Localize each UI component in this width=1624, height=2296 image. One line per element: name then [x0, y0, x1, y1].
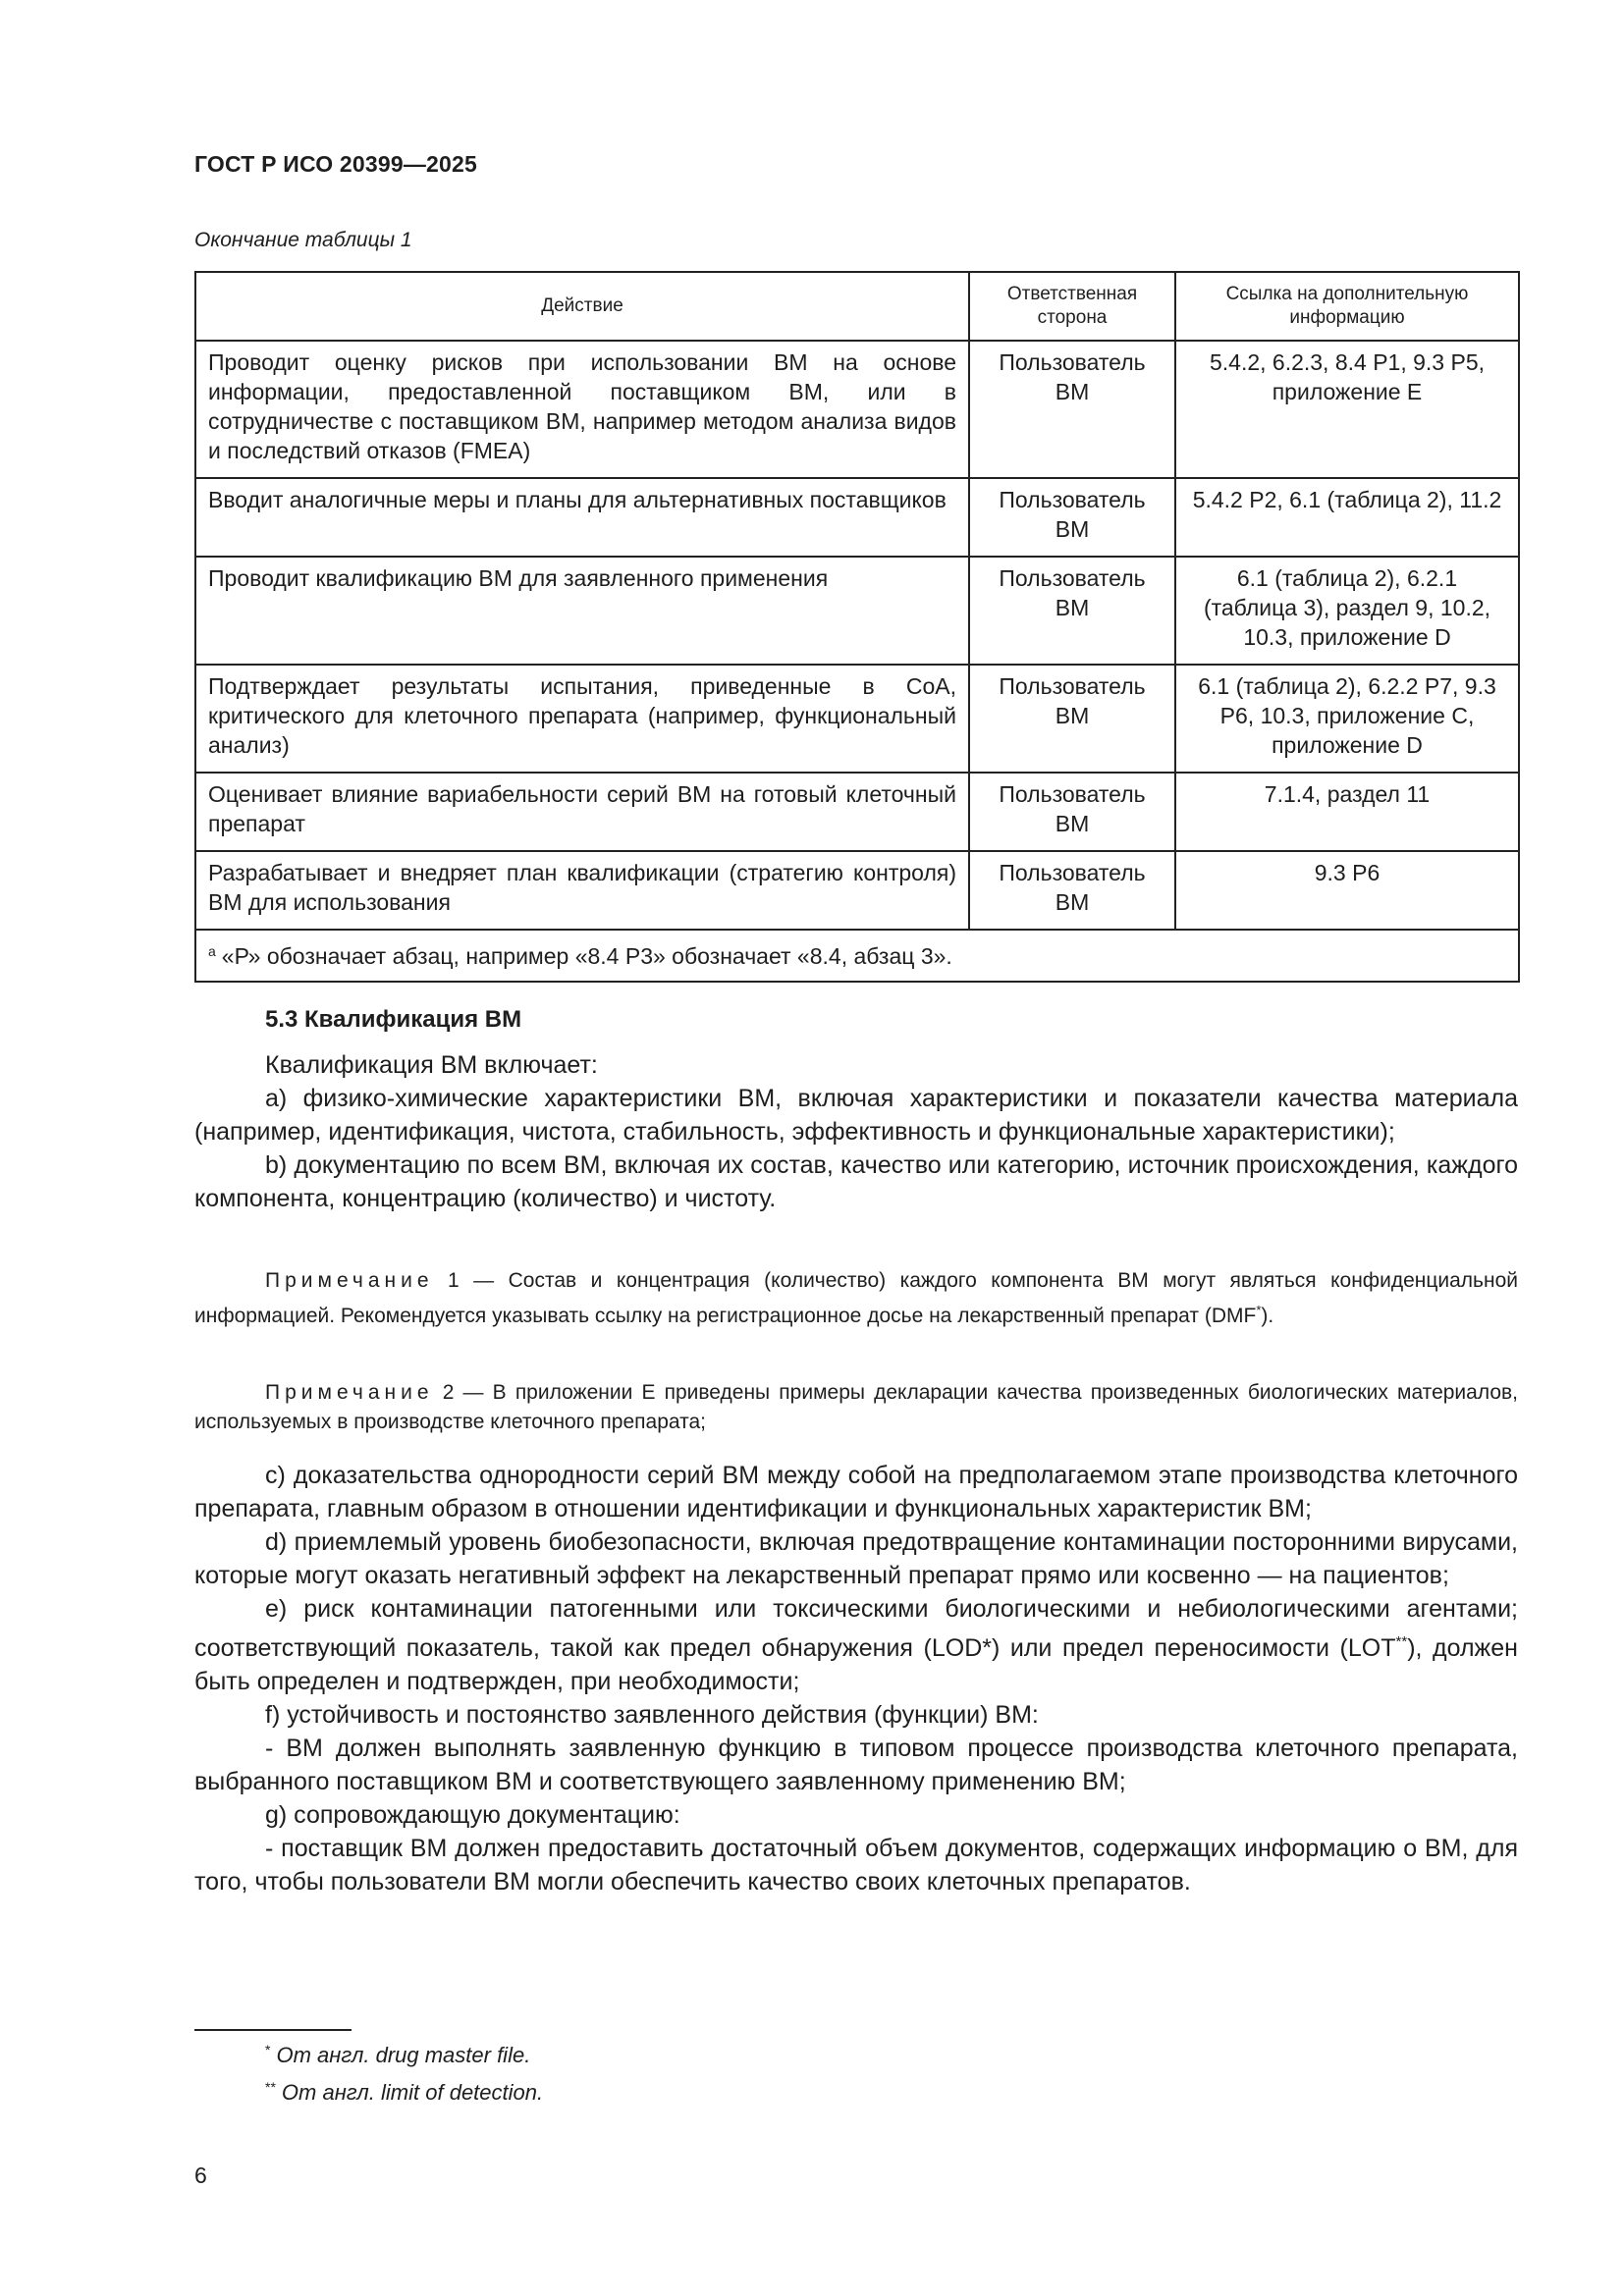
section-title: 5.3 Квалификация ВМ	[265, 1006, 522, 1033]
page-footnote-2	[265, 2079, 543, 2106]
table-footnote-row	[195, 930, 1519, 982]
cell-party: Пользователь ВМ	[969, 478, 1175, 557]
page-number: 6	[194, 2163, 207, 2188]
footnote-text: «Р» обозначает абзац, например «8.4 Р3» обозначает «8.4, абзац 3».	[221, 943, 952, 969]
note-text: 2 — В приложении Е приведены примеры декларации качества произведенных биологических материалов, используемых в производстве клеточного препарата;	[194, 1381, 1518, 1433]
cell-party: Пользователь ВМ	[969, 341, 1175, 478]
cell-reference: 6.1 (таблица 2), 6.2.1 (таблица 3), раздел 9, 10.2, 10.3, приложение D	[1175, 557, 1519, 665]
footnote-mark: *	[265, 2042, 271, 2057]
table-row	[195, 341, 1519, 478]
section-body-part1	[194, 1048, 1518, 1215]
footnote-text: От англ. limit of detection.	[281, 2080, 544, 2105]
cell-action: Оценивает влияние вариабельности серий ВМ на готовый клеточный препарат	[195, 773, 969, 851]
footnote-text: От англ. drug master file.	[276, 2043, 531, 2067]
cell-party: Пользователь ВМ	[969, 557, 1175, 665]
cell-action: Вводит аналогичные меры и планы для альтернативных поставщиков	[195, 478, 969, 557]
column-header-action: Действие	[195, 272, 969, 341]
table-footnote	[195, 930, 1519, 982]
list-item-e-mark: **	[1395, 1633, 1408, 1650]
footnote-mark: **	[265, 2079, 276, 2095]
note-footnote-mark: *	[1256, 1303, 1262, 1317]
list-item-g: g) сопровождающую документацию:	[265, 1801, 680, 1829]
cell-reference: 9.3 Р6	[1175, 851, 1519, 930]
footnote-mark: а	[208, 943, 216, 959]
cell-party: Пользователь ВМ	[969, 665, 1175, 773]
cell-reference: 5.4.2 Р2, 6.1 (таблица 2), 11.2	[1175, 478, 1519, 557]
column-header-party: Ответственная сторона	[969, 272, 1175, 341]
list-item-c: с) доказательства однородности серий ВМ между собой на предполагаемом этапе производства клеточного препарата, главным образом в отношении идентификации и функциональных характеристик ВМ;	[194, 1462, 1518, 1522]
cell-party: Пользователь ВМ	[969, 773, 1175, 851]
cell-action: Проводит оценку рисков при использовании ВМ на основе информации, предоставленной поставщиком ВМ, или в сотрудничестве с поставщиком ВМ, например методом анализа видов и последствий отказов (FMEA)	[195, 341, 969, 478]
table-row	[195, 478, 1519, 557]
cell-reference: 7.1.4, раздел 11	[1175, 773, 1519, 851]
table-row	[195, 665, 1519, 773]
note-text: 1 — Состав и концентрация (количество) каждого компонента ВМ могут являться конфиденциальной информацией. Рекомендуется указывать ссылку на регистрационное досье на лекарственный препарат (DMF	[194, 1269, 1518, 1327]
column-header-reference: Ссылка на дополнительную информацию	[1175, 272, 1519, 341]
paragraph-intro: Квалификация ВМ включает:	[265, 1051, 598, 1079]
note-2	[194, 1378, 1518, 1437]
note-text-end: ).	[1261, 1305, 1274, 1327]
note-1	[194, 1266, 1518, 1331]
section-body-part2	[194, 1459, 1518, 1898]
page-footnote-1	[265, 2042, 530, 2068]
list-item-g-dash: - поставщик ВМ должен предоставить достаточный объем документов, содержащих информацию о ВМ, для того, чтобы пользователи ВМ могли обеспечить качество своих клеточных препаратов.	[194, 1835, 1518, 1896]
footnote-divider	[194, 2029, 352, 2031]
list-item-e	[194, 1592, 1518, 1698]
note-label: Примечание	[265, 1381, 434, 1404]
cell-action: Проводит квалификацию ВМ для заявленного применения	[195, 557, 969, 665]
cell-party: Пользователь ВМ	[969, 851, 1175, 930]
list-item-f-dash: - ВМ должен выполнять заявленную функцию в типовом процессе производства клеточного препарата, выбранного поставщиком ВМ и соответствующего заявленному применению ВМ;	[194, 1735, 1518, 1795]
list-item-d: d) приемлемый уровень биобезопасности, включая предотвращение контаминации посторонними вирусами, которые могут оказать негативный эффект на лекарственный препарат прямо или косвенно — на пациентов;	[194, 1528, 1518, 1589]
table-row	[195, 557, 1519, 665]
list-item-a: а) физико-химические характеристики ВМ, включая характеристики и показатели качества материала (например, идентификация, чистота, стабильность, эффективность и функциональные характеристики);	[194, 1085, 1518, 1146]
table-header-row	[195, 272, 1519, 341]
list-item-e-text-end: ), должен быть определен и подтвержден, при необходимости;	[194, 1634, 1518, 1695]
table-row	[195, 851, 1519, 930]
table-caption: Окончание таблицы 1	[194, 229, 412, 251]
list-item-f: f) устойчивость и постоянство заявленного действия (функции) ВМ:	[265, 1701, 1039, 1729]
list-item-e-text: е) риск контаминации патогенными или токсическими биологическими и небиологическими агентами; соответствующий показатель, такой как предел обнаружения (LOD*) или предел переносимости (LOT	[194, 1595, 1518, 1662]
cell-action: Подтверждает результаты испытания, приведенные в СоА, критического для клеточного препарата (например, функциональный анализ)	[195, 665, 969, 773]
list-item-b: b) документацию по всем ВМ, включая их состав, качество или категорию, источник происхождения, каждого компонента, концентрацию (количество) и чистоту.	[194, 1151, 1518, 1212]
document-header: ГОСТ Р ИСО 20399—2025	[194, 151, 478, 177]
note-label: Примечание	[265, 1269, 434, 1292]
table-row	[195, 773, 1519, 851]
cell-action: Разрабатывает и внедряет план квалификации (стратегию контроля) ВМ для использования	[195, 851, 969, 930]
cell-reference: 6.1 (таблица 2), 6.2.2 Р7, 9.3 Р6, 10.3, приложение С, приложение D	[1175, 665, 1519, 773]
responsibility-table	[194, 271, 1520, 983]
cell-reference: 5.4.2, 6.2.3, 8.4 Р1, 9.3 Р5, приложение Е	[1175, 341, 1519, 478]
